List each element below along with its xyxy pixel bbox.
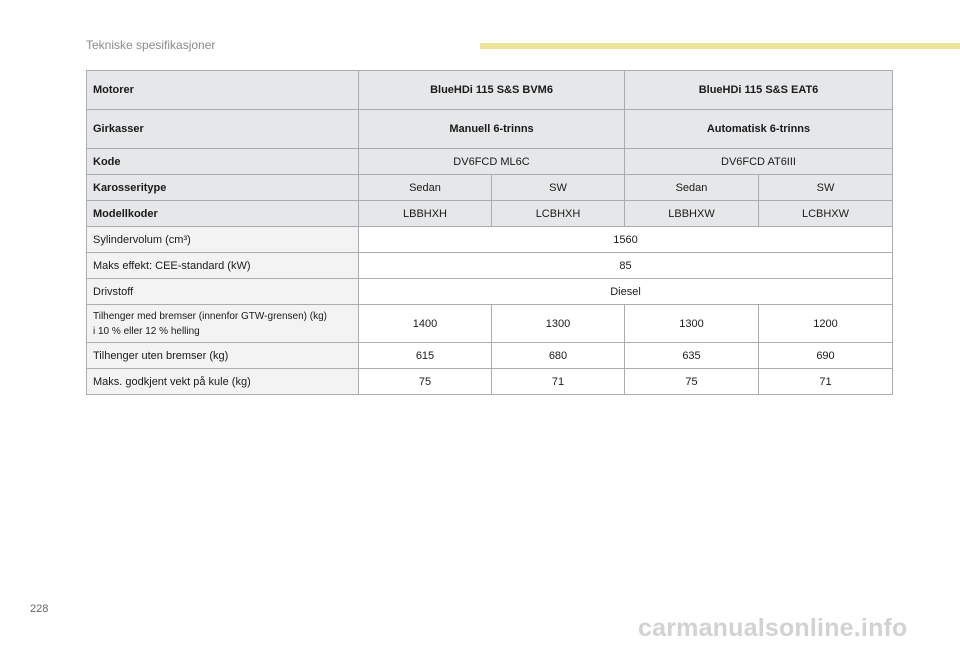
table-cell: 615 (359, 343, 492, 369)
row-label-line: Tilhenger med bremser (innenfor GTW-grensen) (kg) (93, 310, 327, 322)
table-cell: 680 (492, 343, 625, 369)
table-cell: 71 (759, 369, 893, 395)
row-label: Modellkoder (87, 201, 359, 227)
table-row (87, 110, 893, 149)
row-label: Maks. godkjent vekt på kule (kg) (87, 369, 359, 395)
table-row (87, 227, 893, 253)
table-row (87, 149, 893, 175)
row-label: Sylindervolum (cm³) (87, 227, 359, 253)
table-cell: 1200 (759, 305, 893, 343)
page-number: 228 (30, 603, 49, 615)
row-label-line: i 10 % eller 12 % helling (93, 325, 200, 337)
header-accent-bar (480, 43, 960, 49)
table-cell: 1300 (492, 305, 625, 343)
table-row (87, 253, 893, 279)
table-row (87, 369, 893, 395)
row-label: Kode (87, 149, 359, 175)
table-cell: SW (492, 175, 625, 201)
table-cell: LCBHXW (759, 201, 893, 227)
table-cell: LBBHXH (359, 201, 492, 227)
table-cell: 1400 (359, 305, 492, 343)
table-cell: 635 (625, 343, 759, 369)
table-cell: LBBHXW (625, 201, 759, 227)
table-cell: DV6FCD ML6C (359, 149, 625, 175)
table-cell: 85 (359, 253, 893, 279)
table-cell: LCBHXH (492, 201, 625, 227)
table-cell: SW (759, 175, 893, 201)
table-cell: 1560 (359, 227, 893, 253)
table-cell: 71 (492, 369, 625, 395)
table-row (87, 305, 893, 343)
spec-table (86, 70, 893, 395)
table-cell: Diesel (359, 279, 893, 305)
row-label: Maks effekt: CEE-standard (kW) (87, 253, 359, 279)
table-cell: Manuell 6-trinns (359, 110, 625, 149)
table-cell: 690 (759, 343, 893, 369)
table-row (87, 201, 893, 227)
table-cell: Sedan (625, 175, 759, 201)
table-row (87, 343, 893, 369)
table-cell: 1300 (625, 305, 759, 343)
watermark: carmanualsonline.info (638, 614, 908, 642)
section-title: Tekniske spesifikasjoner (86, 38, 216, 52)
table-row (87, 71, 893, 110)
table-row (87, 175, 893, 201)
table-cell: BlueHDi 115 S&S EAT6 (625, 71, 893, 110)
row-label: Karosseritype (87, 175, 359, 201)
row-label: Girkasser (87, 110, 359, 149)
table-cell: BlueHDi 115 S&S BVM6 (359, 71, 625, 110)
table-cell: Sedan (359, 175, 492, 201)
row-label: Drivstoff (87, 279, 359, 305)
row-label: Motorer (87, 71, 359, 110)
row-label: Tilhenger uten bremser (kg) (87, 343, 359, 369)
table-row (87, 279, 893, 305)
table-cell: DV6FCD AT6III (625, 149, 893, 175)
table-cell: 75 (359, 369, 492, 395)
table-cell: 75 (625, 369, 759, 395)
row-label (87, 305, 359, 343)
table-cell: Automatisk 6-trinns (625, 110, 893, 149)
